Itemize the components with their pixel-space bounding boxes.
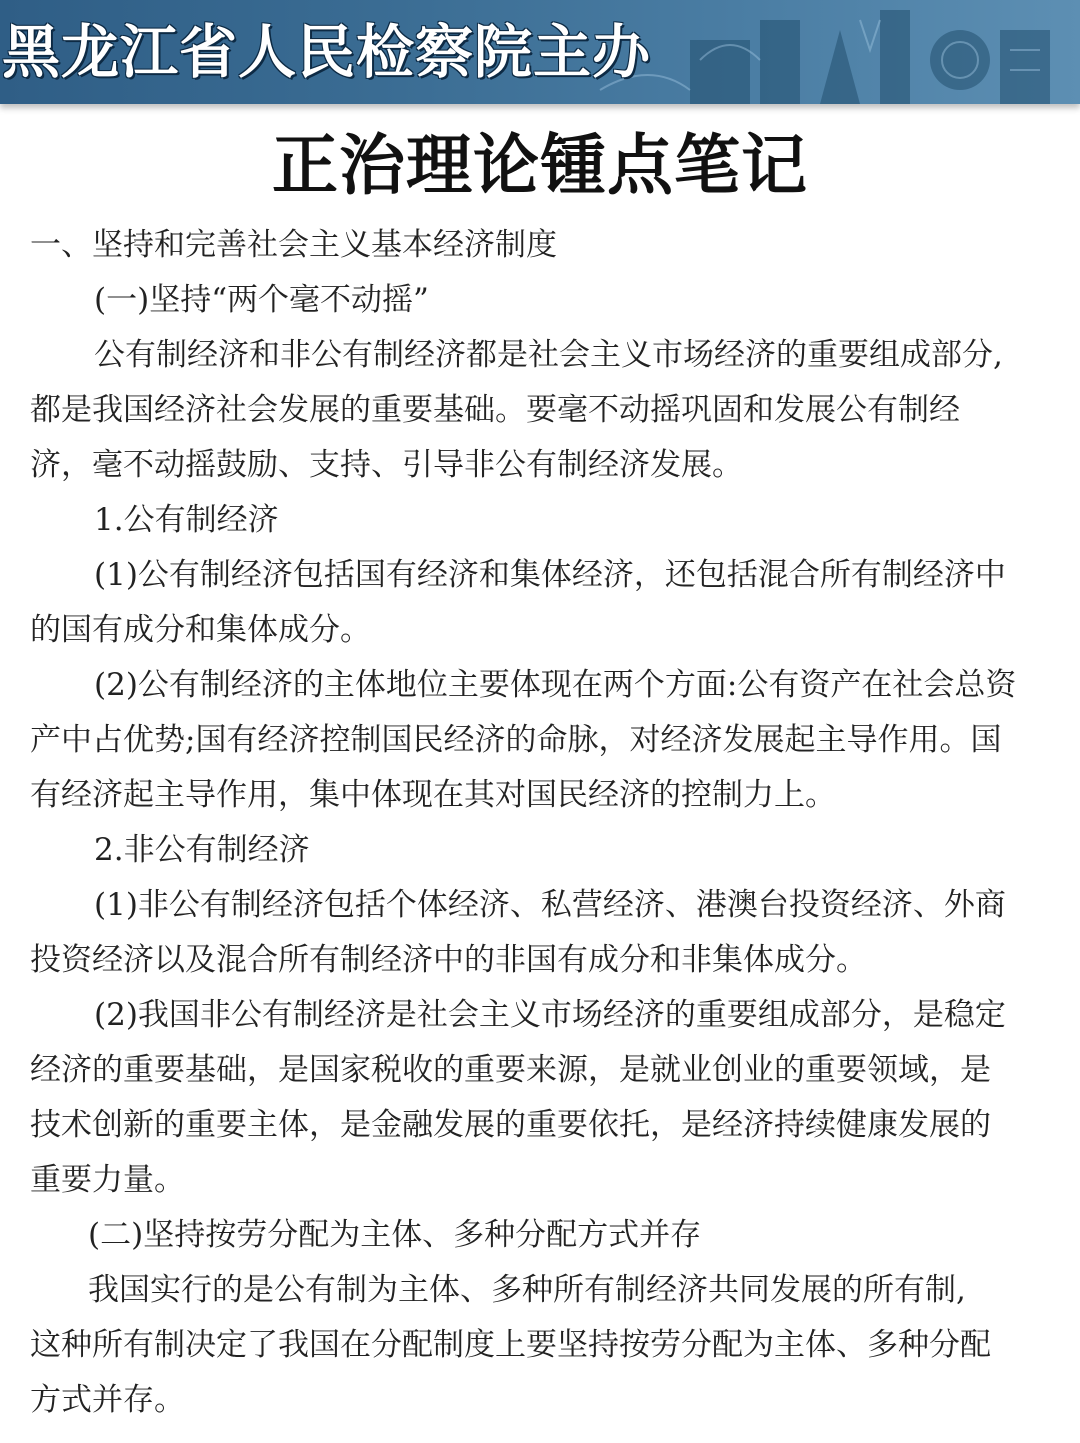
paragraph-line: 有经济起主导作用，集中体现在其对国民经济的控制力上。 <box>30 777 836 813</box>
item-heading: 2.非公有制经济 <box>94 832 310 868</box>
subsection-heading: (一)坚持“两个毫不动摇” <box>94 282 429 318</box>
paragraph-line: 投资经济以及混合所有制经济中的非国有成分和非集体成分。 <box>30 942 867 978</box>
paragraph-line: (1)公有制经济包括国有经济和集体经济，还包括混合所有制经济中 <box>94 557 1006 593</box>
section-heading: 一、坚持和完善社会主义基本经济制度 <box>30 227 557 263</box>
subsection-heading: (二)坚持按劳分配为主体、多种分配方式并存 <box>88 1217 702 1253</box>
paragraph-line: (1)非公有制经济包括个体经济、私营经济、港澳台投资经济、外商 <box>94 887 1006 923</box>
paragraph-line: 技术创新的重要主体，是金融发展的重要依托，是经济持续健康发展的 <box>30 1107 991 1143</box>
paragraph-line: 公有制经济和非公有制经济都是社会主义市场经济的重要组成部分, <box>94 337 1003 373</box>
paragraph-line: 的国有成分和集体成分。 <box>30 612 371 648</box>
page-title: 正治理论锺点笔记 <box>272 126 808 204</box>
paragraph-line: 这种所有制决定了我国在分配制度上要坚持按劳分配为主体、多种分配 <box>30 1327 991 1363</box>
header-banner <box>0 0 1080 104</box>
paragraph-line: 都是我国经济社会发展的重要基础。要毫不动摇巩固和发展公有制经 <box>30 392 960 428</box>
paragraph-line: 经济的重要基础，是国家税收的重要来源，是就业创业的重要领域，是 <box>30 1052 991 1088</box>
paragraph-line: (2)公有制经济的主体地位主要体现在两个方面:公有资产在社会总资 <box>94 667 1017 703</box>
paragraph-line: 方式并存。 <box>30 1382 185 1418</box>
paragraph-line: (2)我国非公有制经济是社会主义市场经济的重要组成部分，是稳定 <box>94 997 1006 1033</box>
paragraph-line: 济，毫不动摇鼓励、支持、引导非公有制经济发展。 <box>30 447 743 483</box>
paragraph-line: 产中占优势;国有经济控制国民经济的命脉，对经济发展起主导作用。国 <box>30 722 1002 758</box>
document-body <box>30 218 1060 1428</box>
banner-title: 黑龙江省人民检察院主办 <box>2 18 652 86</box>
item-heading: 1.公有制经济 <box>94 502 279 538</box>
paragraph-line: 重要力量。 <box>30 1162 185 1198</box>
paragraph-line: 我国实行的是公有制为主体、多种所有制经济共同发展的所有制, <box>88 1272 966 1308</box>
